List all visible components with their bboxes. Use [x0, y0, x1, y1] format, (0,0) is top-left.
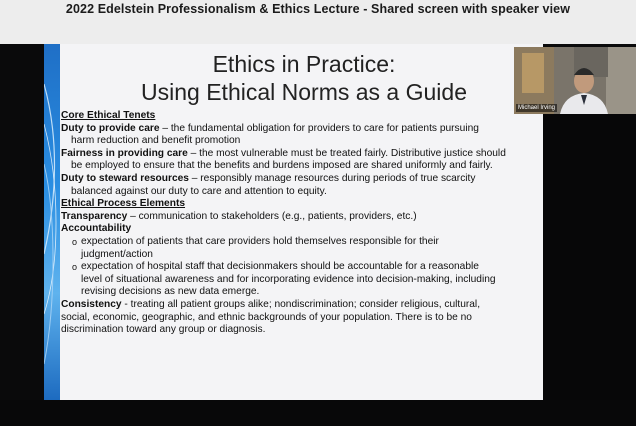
slide-title-line1: Ethics in Practice:: [212, 51, 396, 77]
speaker-name-label: Michael Irving: [518, 105, 556, 111]
steward-line1: [61, 173, 539, 186]
core-tenets-heading: Core Ethical Tenets: [61, 110, 156, 121]
acc-bullet2-line1: expectation of hospital staff that decisionmakers should be accountable for a reasonable: [81, 261, 479, 273]
acc-bullet1-line1: expectation of patients that care providers hold themselves responsible for their: [81, 235, 439, 247]
window-title-bar: [0, 0, 636, 44]
transparency-term: Transparency: [61, 210, 128, 222]
slide-swoosh-decoration: [44, 44, 60, 400]
window-title: 2022 Edelstein Professionalism & Ethics Lecture - Shared screen with speaker view: [65, 2, 571, 16]
slide-title: [84, 50, 524, 106]
acc-bullet2-line2: level of situational awareness and for incorporating evidence into decision-making, including: [81, 273, 496, 285]
duty-care-text: – the fundamental obligation for providers to care for patients pursuing: [159, 122, 479, 134]
consistency-line2: social, economic, geographic, and ethnic backgrounds of your population. There is to be no: [61, 311, 472, 323]
shared-screen-slide: [44, 44, 543, 400]
fairness-line2: be employed to ensure that the benefits and burdens imposed are shared uniformly and fairly.: [71, 160, 493, 172]
monitor-bezel-right: [543, 114, 636, 426]
speaker-video-tile[interactable]: [514, 47, 636, 114]
steward-line2: balanced against our duty to care and attention to equity.: [71, 185, 327, 197]
acc-bullet2-line3: revising decisions as new data emerge.: [81, 286, 260, 298]
accountability-bullet-1: [61, 236, 539, 261]
monitor-bezel-bottom: [0, 400, 636, 426]
consistency-text: - treating all patient groups alike; nondiscrimination; consider religious, cultural,: [121, 298, 481, 310]
consistency-line3: discrimination toward any group or diagnosis.: [61, 324, 266, 336]
accountability-bullet-2: [61, 261, 539, 299]
acc-bullet1-line2: judgment/action: [81, 248, 153, 260]
transparency-line: [61, 211, 539, 224]
steward-text: – responsibly manage resources during periods of true scarcity: [188, 172, 476, 184]
bullet-circle-icon: o: [72, 262, 78, 273]
consistency-line1: [61, 299, 539, 312]
bullet-circle-icon: o: [72, 236, 78, 247]
duty-care-line1: [61, 123, 539, 136]
fairness-term: Fairness in providing care: [61, 147, 188, 159]
slide-title-line2: Using Ethical Norms as a Guide: [141, 79, 467, 105]
slide-body: [61, 110, 539, 337]
accountability-term: Accountability: [61, 223, 132, 235]
fairness-line1: [61, 148, 539, 161]
duty-care-term: Duty to provide care: [61, 122, 160, 134]
process-elements-heading: Ethical Process Elements: [61, 198, 186, 210]
monitor-bezel-left: [0, 44, 44, 426]
consistency-term: Consistency: [61, 298, 122, 310]
steward-term: Duty to steward resources: [61, 172, 189, 184]
transparency-text: – communication to stakeholders (e.g., patients, providers, etc.): [127, 210, 417, 222]
duty-care-line2: harm reduction and benefit promotion: [71, 135, 241, 147]
fairness-text: – the most vulnerable must be treated fairly. Distributive justice should: [187, 147, 506, 159]
